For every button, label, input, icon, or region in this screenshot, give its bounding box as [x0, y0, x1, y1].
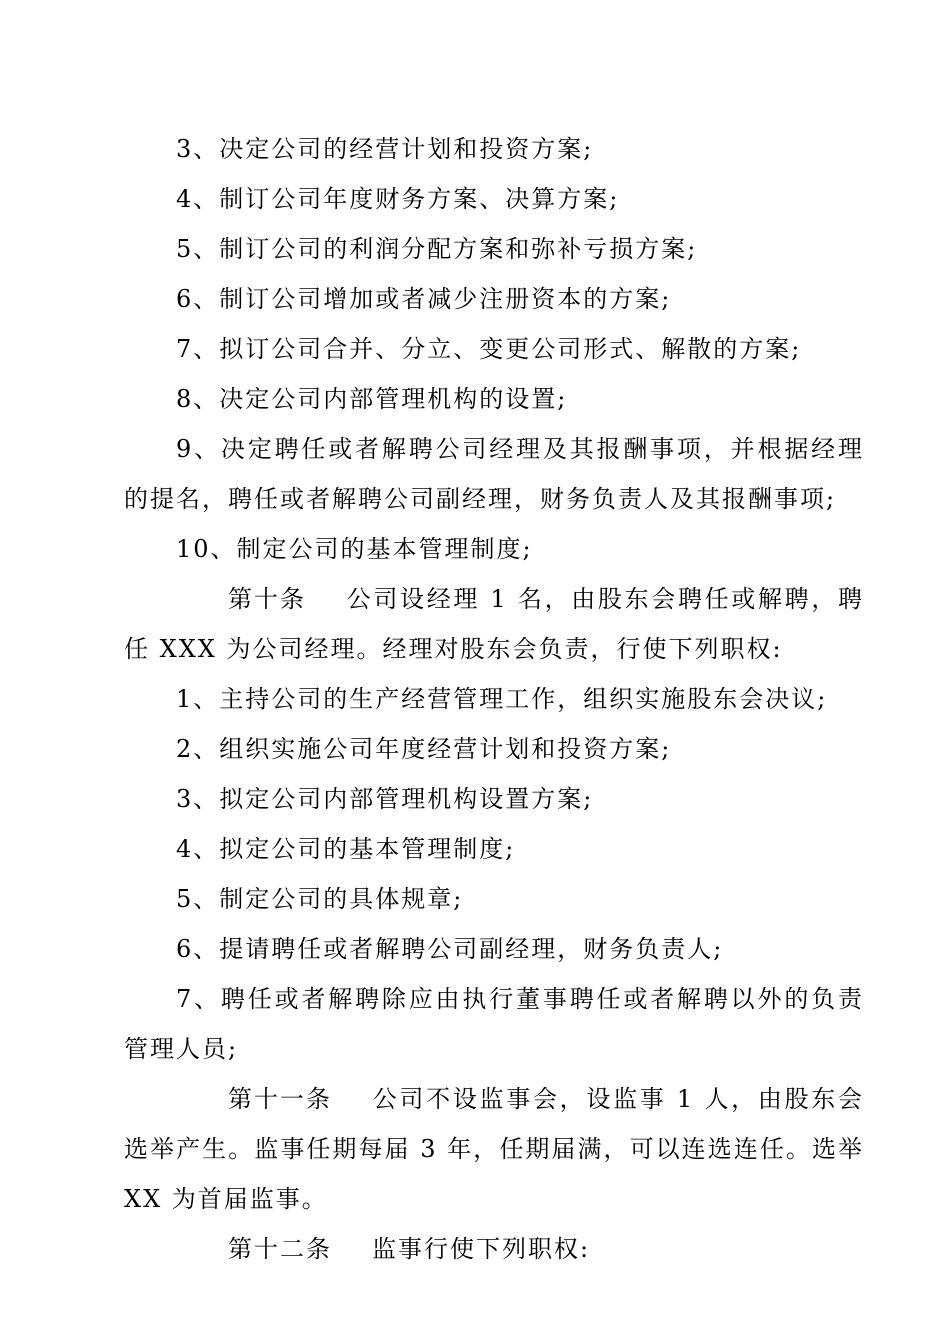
clause-item: 5、制订公司的利润分配方案和弥补亏损方案; — [176, 235, 698, 263]
clause-item: 3、拟定公司内部管理机构设置方案; — [176, 785, 594, 813]
article-12-heading: 第十二条 — [228, 1235, 332, 1263]
article-10 — [124, 574, 864, 674]
clause-item: 7、拟订公司合并、分立、变更公司形式、解散的方案; — [176, 335, 802, 363]
article-11 — [124, 1074, 864, 1224]
document-body — [124, 124, 864, 1274]
clause-item: 4、拟定公司的基本管理制度; — [176, 835, 516, 863]
article-11-heading: 第十一条 — [228, 1085, 332, 1113]
article-11-body: 公司不设监事会，设监事 1 人，由股东会选举产生。监事任期每届 3 年，任期届满，可以连选连任。选举 XX 为首届监事。 — [124, 1085, 864, 1213]
clause-item: 5、制定公司的具体规章; — [176, 885, 464, 913]
article-10-heading: 第十条 — [228, 585, 306, 613]
clause-item: 3、决定公司的经营计划和投资方案; — [176, 135, 594, 163]
article-12 — [124, 1224, 864, 1274]
clause-item: 1、主持公司的生产经营管理工作，组织实施股东会决议; — [176, 685, 828, 713]
clause-item: 6、提请聘任或者解聘公司副经理，财务负责人; — [176, 935, 724, 963]
clause-item: 9、决定聘任或者解聘公司经理及其报酬事项，并根据经理的提名，聘任或者解聘公司副经理，财务负责人及其报酬事项; — [124, 435, 864, 513]
article-12-body: 监事行使下列职权: — [372, 1235, 591, 1263]
clause-item: 7、聘任或者解聘除应由执行董事聘任或者解聘以外的负责管理人员; — [124, 985, 864, 1063]
clause-item: 6、制订公司增加或者减少注册资本的方案; — [176, 285, 672, 313]
clause-item: 4、制订公司年度财务方案、决算方案; — [176, 185, 620, 213]
clause-item: 8、决定公司内部管理机构的设置; — [176, 385, 568, 413]
clause-item: 10、制定公司的基本管理制度; — [176, 535, 533, 563]
clause-item: 2、组织实施公司年度经营计划和投资方案; — [176, 735, 672, 763]
article-10-body: 公司设经理 1 名，由股东会聘任或解聘，聘任 XXX 为公司经理。经理对股东会负责，行使下列职权: — [124, 585, 864, 663]
